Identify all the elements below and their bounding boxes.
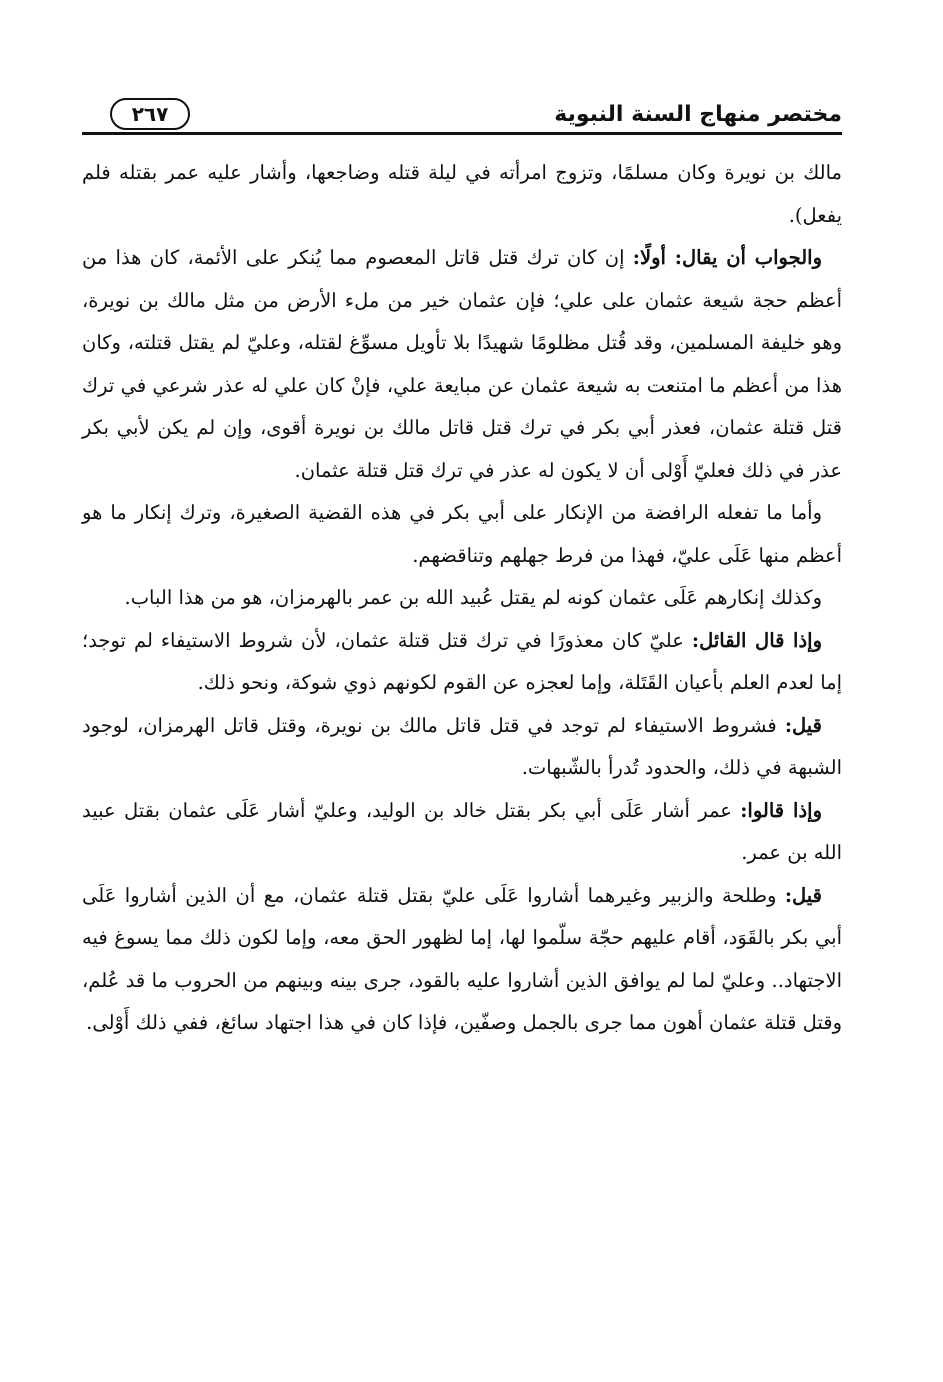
paragraph-lead: وإذا قالوا: — [740, 798, 822, 822]
paragraph — [82, 705, 842, 790]
paragraph-text: مالك بن نويرة وكان مسلمًا، وتزوج امرأته في ليلة قتله وضاجعها، وأشار عليه عمر بقتله فلم يفعل). — [82, 161, 842, 227]
paragraph-text: وكذلك إنكارهم عَلَى عثمان كونه لم يقتل عُبيد الله بن عمر بالهرمزان، هو من هذا الباب. — [124, 586, 822, 609]
page-number-badge: ٢٦٧ — [110, 98, 190, 130]
paragraph — [82, 875, 842, 1045]
page-header — [82, 92, 842, 142]
page-body — [82, 152, 842, 1045]
paragraph-lead: قيل: — [784, 883, 822, 907]
paragraph — [82, 237, 842, 492]
paragraph — [82, 152, 842, 237]
paragraph-lead: قيل: — [784, 713, 822, 737]
paragraph-lead: والجواب أن يقال: أولًا: — [632, 246, 822, 269]
header-divider — [82, 132, 842, 135]
paragraph — [82, 620, 842, 705]
paragraph-text: وطلحة والزبير وغيرهما أشاروا عَلَى عليّ بقتل قتلة عثمان، مع أن الذين أشاروا عَلَى أبي بكر بالقَوَد، أقام عليهم حجّة سلّموا لها، إما لظهور الحق معه، وإما لكون ذلك مما يسوغ فيه الاجتهاد.. وعليّ لما لم يوافق الذين أشاروا عليه بالقود، جرى بينه وبينهم من الحروب ما قد عُلم، وقتل قتلة عثمان أهون مما جرى بالجمل وصفّين، فإذا كان في هذا اجتهاد سائغ، ففي ذلك أَوْلى. — [82, 883, 842, 1034]
paragraph — [82, 577, 842, 620]
paragraph-text: عمر أشار عَلَى أبي بكر بقتل خالد بن الوليد، وعليّ أشار عَلَى عثمان بقتل عبيد الله بن عمر. — [82, 798, 842, 864]
paragraph-text: عليّ كان معذورًا في ترك قتل قتلة عثمان، لأن شروط الاستيفاء لم توجد؛ إما لعدم العلم بأعيان القَتَلة، وإما لعجزه عن القوم لكونهم ذوي شوكة، ونحو ذلك. — [82, 628, 842, 694]
paragraph-text: وأما ما تفعله الرافضة من الإنكار على أبي بكر في هذه القضية الصغيرة، وترك إنكار ما هو أعظم منها عَلَى عليّ، فهذا من فرط جهلهم وتناقضهم. — [82, 501, 842, 567]
paragraph-text: فشروط الاستيفاء لم توجد في قتل قاتل مالك بن نويرة، وقتل قاتل الهرمزان، لوجود الشبهة في ذلك، والحدود تُدرأ بالشّبهات. — [82, 713, 842, 779]
paragraph — [82, 790, 842, 875]
running-title: مختصر منهاج السنة النبوية — [554, 102, 842, 127]
paragraph-text: إن كان ترك قتل قاتل المعصوم مما يُنكر على الأئمة، كان هذا من أعظم حجة شيعة عثمان على علي؛ فإن عثمان خير من ملء الأرض من مثل مالك بن نويرة، وهو خليفة المسلمين، وقد قُتل مظلومًا شهيدًا بلا تأويل مسوِّغ لقتله، وعليّ لم يقتل قتلته، وكان هذا من أعظم ما امتنعت به شيعة عثمان عن مبايعة علي، فإنْ كان علي له عذر شرعي في ترك قتل قتلة عثمان، فعذر أبي بكر في ترك قتل قاتل مالك بن نويرة أقوى، وإن لم يكن لأبي بكر عذر في ذلك فعليّ أَوْلى أن لا يكون له عذر في ترك قتل قتلة عثمان. — [82, 246, 842, 482]
paragraph — [82, 492, 842, 577]
paragraph-lead: وإذا قال القائل: — [691, 628, 822, 652]
